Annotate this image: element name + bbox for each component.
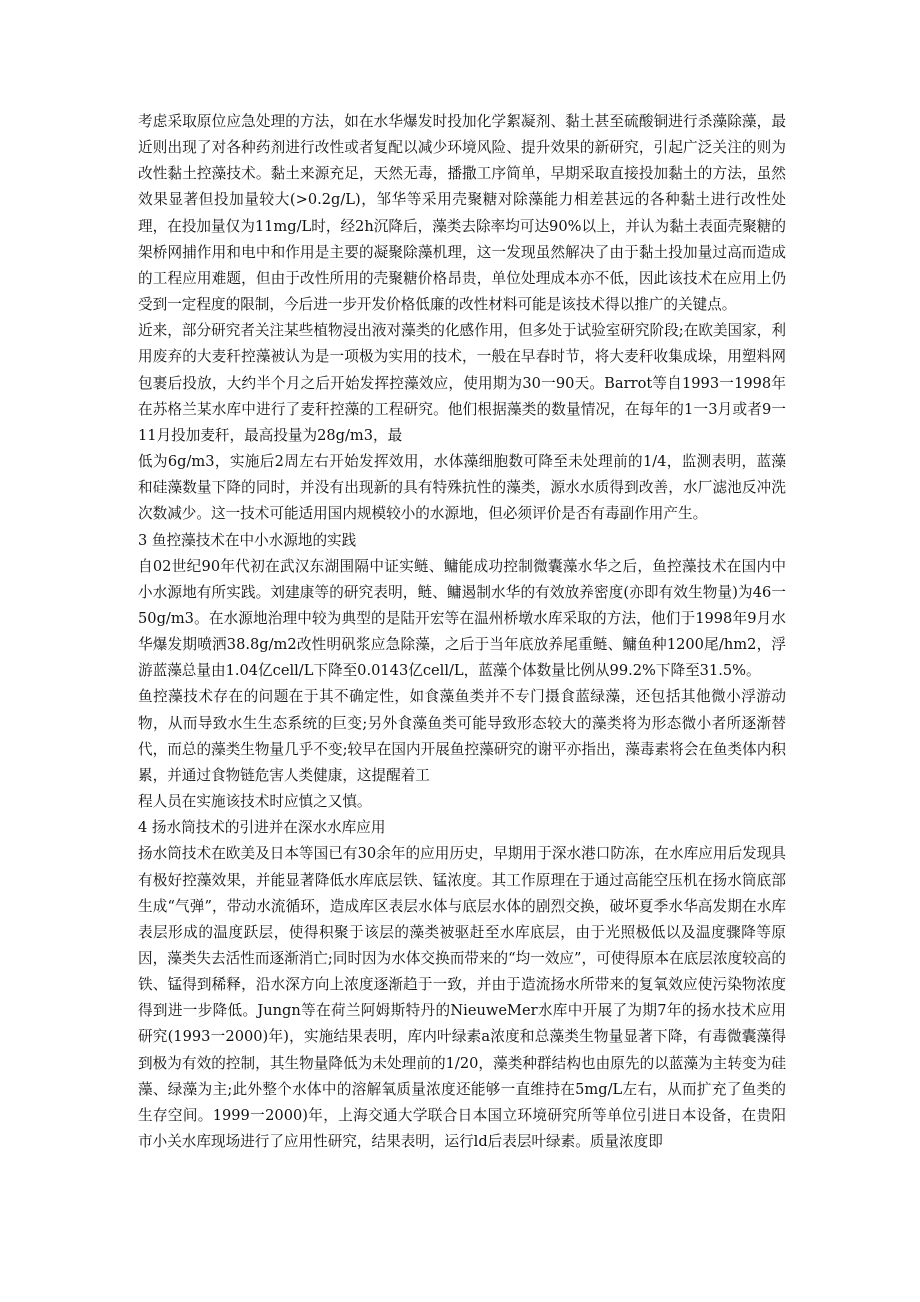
section-heading-4: 4 扬水筒技术的引进并在深水水库应用 [138,819,386,837]
paragraph-fish-control-end: 程人员在实施该技术时应慎之又慎。 [138,793,372,811]
section-heading-3: 3 鱼控藻技术在中小水源地的实践 [138,531,357,549]
paragraph-fish-control: 自02世纪90年代初在武汉东湖围隔中证实鲢、鳙能成功控制微囊藻水华之后，鱼控藻技术在国内中小水源地有所实践。刘建康等的研究表明，鲢、鳙遏制水华的有效放养密度(亦即有效生物量)为46一50g/m3。在水源地治理中较为典型的是陆开宏等在温州桥墩水库采取的方法，他们于1998年9月水华爆发期喷洒38.8g/m2改性明矾浆应急除藻，之后于当年底放养尾重鲢、鳙鱼种1200尾/hm2，浮游蓝藻总量由1.04亿cell/L下降至0.0143亿cell/L，蓝藻个体数量比例从99.2%下降至31.5%。 [138,557,786,680]
body-text [138,109,786,1155]
paragraph-water-lifting-tube: 扬水筒技术在欧美及日本等国已有30余年的应用历史，早期用于深水港口防冻，在水库应用后发现具有极好控藻效果，并能显著降低水库底层铁、锰浓度。其工作原理在于通过高能空压机在扬水筒底部生成“气弹”，带动水流循环，造成库区表层水体与底层水体的剧烈交换，破坏夏季水华高发期在水库表层形成的温度跃层，使得积聚于该层的藻类被驱赶至水库底层，由于光照极低以及温度骤降等原因，藻类失去活性而逐渐消亡;同时因为水体交换而带来的“均一效应”，可使得原本在底层浓度较高的铁、锰得到稀释，沿水深方向上浓度逐渐趋于一致，并由于造流扬水所带来的复氧效应使污染物浓度得到进一步降低。Jungn等在荷兰阿姆斯特丹的NieuweMer水库中开展了为期7年的扬水技术应用研究(1993一2000)年)，实施结果表明，库内叶绿素a浓度和总藻类生物量显著下降，有毒微囊藻得到极为有效的控制，其生物量降低为未处理前的1/20，藻类种群结构也由原先的以蓝藻为主转变为硅藻、绿藻为主;此外整个水体中的溶解氧质量浓度还能够一直维持在5mg/L左右，从而扩充了鱼类的生存空间。1999一2000)年，上海交通大学联合日本国立环境研究所等单位引进日本设备，在贵阳市小关水库现场进行了应用性研究，结果表明，运行ld后表层叶绿素。质量浓度即 [138,845,786,1151]
paragraph-algae-clay-control: 考虑采取原位应急处理的方法，如在水华爆发时投加化学絮凝剂、黏土甚至硫酸铜进行杀藻除藻，最近则出现了对各种药剂进行改性或者复配以减少环境风险、提升效果的新研究，引起广泛关注的则为改性黏土控藻技术。黏土来源充足，天然无毒，播撒工序简单，早期采取直接投加黏土的方法，虽然效果显著但投加量较大(>0.2g/L)，邹华等采用壳聚糖对除藻能力相差甚远的各种黏土进行改性处理，在投加量仅为11mg/L时，经2h沉降后，藻类去除率均可达90%以上，并认为黏土表面壳聚糖的架桥网捕作用和电中和作用是主要的凝聚除藻机理，这一发现虽然解决了由于黏土投加量过高而造成的工程应用难题，但由于改性所用的壳聚糖价格昂贵，单位处理成本亦不低，因此该技术在应用上仍受到一定程度的限制，今后进一步开发价格低廉的改性材料可能是该技术得以推广的关键点。 [138,113,786,314]
paragraph-barley-straw: 近来，部分研究者关注某些植物浸出液对藻类的化感作用，但多处于试验室研究阶段;在欧美国家，利用废弃的大麦秆控藻被认为是一项极为实用的技术，一般在早春时节，将大麦秆收集成垛，用塑料网包裹后投放，大约半个月之后开始发挥控藻效应，使用期为30一90天。Barrot等自1993一1998年在苏格兰某水库中进行了麦秆控藻的工程研究。他们根据藻类的数量情况，在每年的1一3月或者9一11月投加麦秆，最高投量为28g/m3，最 [138,322,786,444]
paragraph-fish-control-issues: 鱼控藻技术存在的问题在于其不确定性，如食藻鱼类并不专门摄食蓝绿藻，还包括其他微小浮游动物，从而导致水生生态系统的巨变;另外食藻鱼类可能导致形态较大的藻类将为形态微小者所逐渐替代，而总的藻类生物量几乎不变;较早在国内开展鱼控藻研究的谢平亦指出，藻毒素将会在鱼类体内积累，并通过食物链危害人类健康，这提醒着工 [138,688,786,784]
paragraph-barley-straw-continued: 低为6g/m3，实施后2周左右开始发挥效用，水体藻细胞数可降至未处理前的1/4，监测表明，蓝藻和硅藻数量下降的同时，并没有出现新的具有特殊抗性的藻类，源水水质得到改善，水厂滤池反冲洗次数减少。这一技术可能适用国内规模较小的水源地，但必须评价是否有毒副作用产生。 [138,453,786,523]
